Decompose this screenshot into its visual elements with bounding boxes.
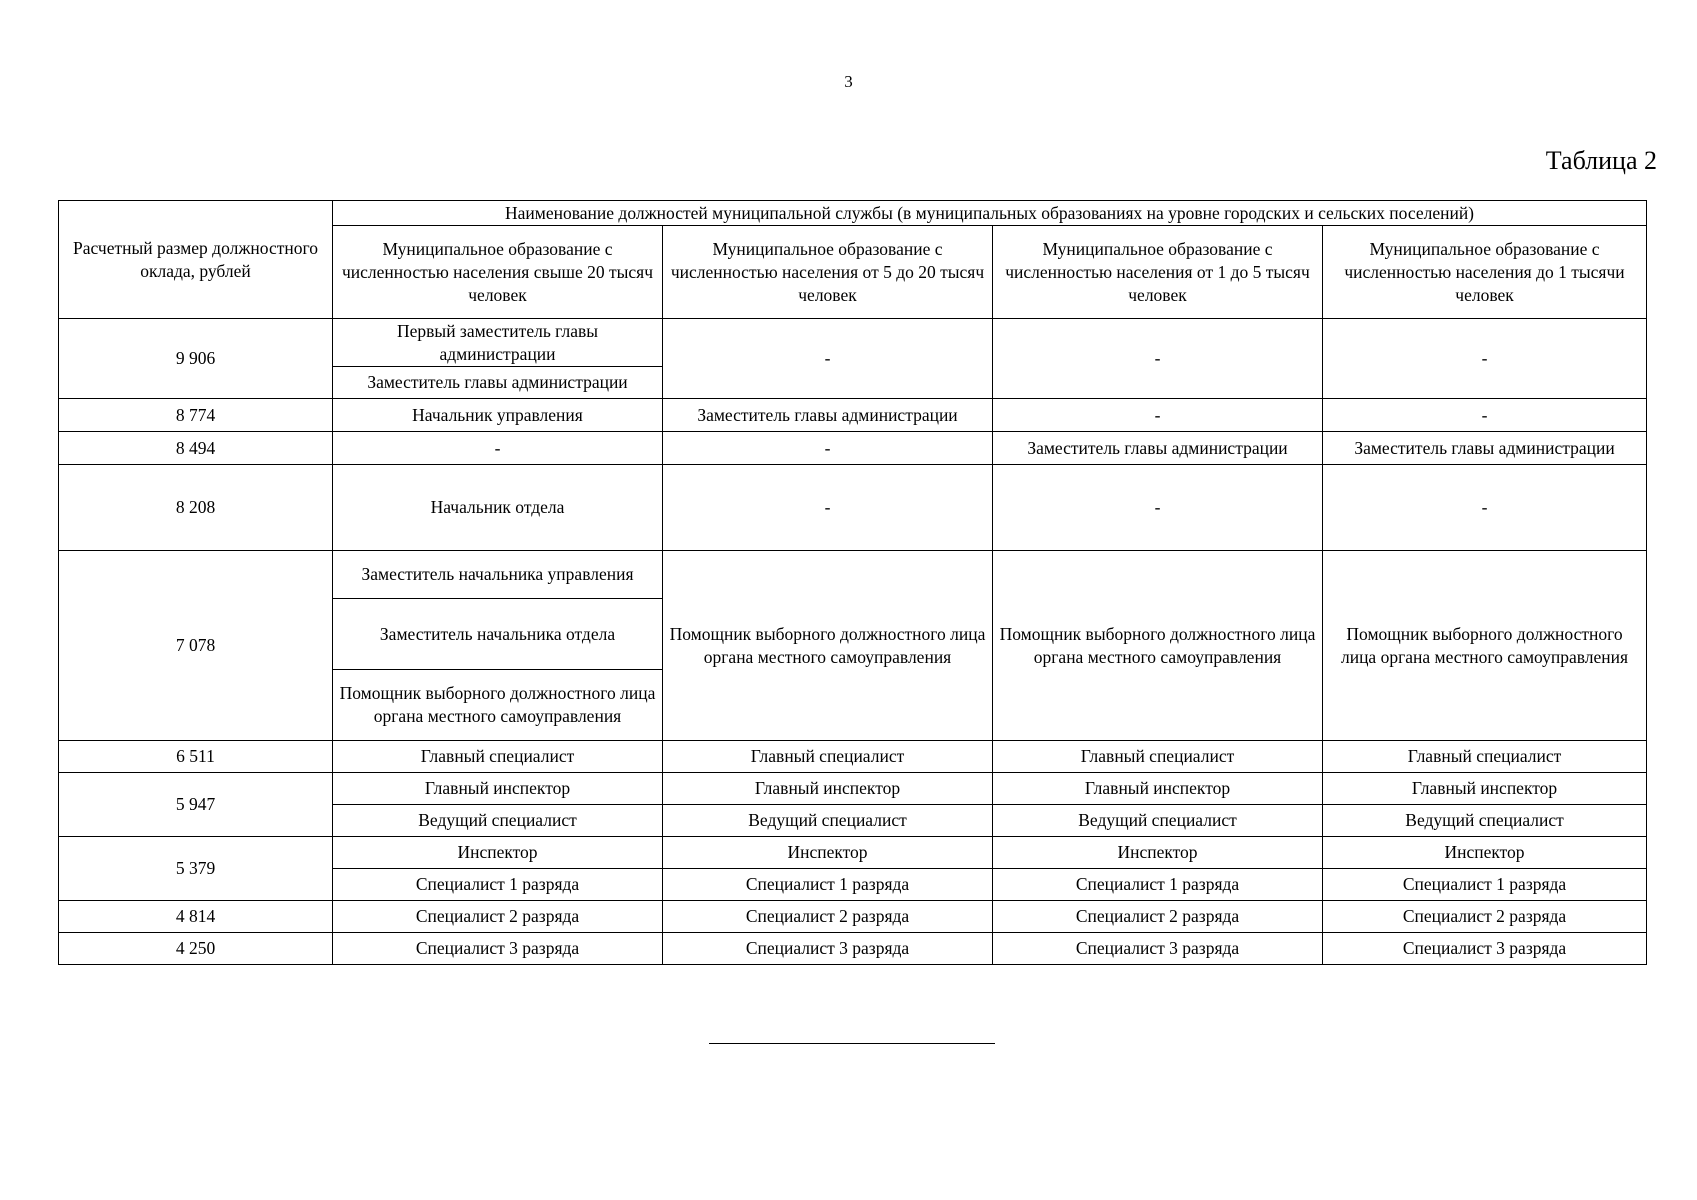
position-cell: - — [663, 319, 993, 399]
table-row — [59, 465, 1647, 551]
position-cell: - — [1323, 399, 1647, 432]
salary-table — [58, 200, 1647, 965]
salary-cell: 6 511 — [59, 741, 333, 773]
position-cell: - — [1323, 465, 1647, 551]
position-cell: Специалист 1 разряда — [333, 869, 663, 901]
position-cell: - — [1323, 319, 1647, 399]
header-group: Наименование должностей муниципальной службы (в муниципальных образованиях на уровне городских и сельских поселений) — [333, 201, 1647, 226]
table-row — [59, 551, 1647, 599]
position-cell: Главный инспектор — [1323, 773, 1647, 805]
position-cell: Главный инспектор — [663, 773, 993, 805]
position-cell: Первый заместитель главы администрации — [333, 319, 663, 367]
salary-cell: 8 494 — [59, 432, 333, 465]
position-cell: - — [333, 432, 663, 465]
position-cell: Помощник выборного должностного лица органа местного самоуправления — [333, 670, 663, 741]
position-cell: Заместитель главы администрации — [333, 367, 663, 399]
table-row — [59, 432, 1647, 465]
position-cell: Инспектор — [663, 837, 993, 869]
table-row — [59, 901, 1647, 933]
position-cell: Заместитель главы администрации — [1323, 432, 1647, 465]
position-cell: Специалист 3 разряда — [1323, 933, 1647, 965]
table-row — [59, 837, 1647, 869]
position-cell: Специалист 1 разряда — [663, 869, 993, 901]
position-cell: Помощник выборного должностного лица органа местного самоуправления — [1323, 551, 1647, 741]
position-cell: Заместитель начальника управления — [333, 551, 663, 599]
header-row-1 — [59, 201, 1647, 226]
position-cell: Специалист 2 разряда — [1323, 901, 1647, 933]
position-cell: Специалист 3 разряда — [333, 933, 663, 965]
position-cell: Специалист 1 разряда — [1323, 869, 1647, 901]
salary-cell: 8 774 — [59, 399, 333, 432]
position-cell: Ведущий специалист — [333, 805, 663, 837]
position-cell: Ведущий специалист — [993, 805, 1323, 837]
position-cell: Инспектор — [993, 837, 1323, 869]
position-cell: Начальник отдела — [333, 465, 663, 551]
position-cell: Специалист 1 разряда — [993, 869, 1323, 901]
position-cell: - — [993, 399, 1323, 432]
position-cell: Главный инспектор — [333, 773, 663, 805]
salary-cell: 5 379 — [59, 837, 333, 901]
header-col-4: Муниципальное образование с численностью населения до 1 тысячи человек — [1323, 226, 1647, 319]
position-cell: Главный специалист — [663, 741, 993, 773]
header-col-3: Муниципальное образование с численностью населения от 1 до 5 тысяч человек — [993, 226, 1323, 319]
salary-cell: 9 906 — [59, 319, 333, 399]
table-row — [59, 319, 1647, 367]
position-cell: Заместитель начальника отдела — [333, 599, 663, 670]
table-row — [59, 399, 1647, 432]
position-cell: Специалист 2 разряда — [333, 901, 663, 933]
end-divider — [709, 1043, 995, 1044]
position-cell: Инспектор — [333, 837, 663, 869]
header-salary: Расчетный размер должностного оклада, рублей — [59, 201, 333, 319]
salary-cell: 8 208 — [59, 465, 333, 551]
position-cell: Главный специалист — [1323, 741, 1647, 773]
position-cell: - — [993, 465, 1323, 551]
position-cell: Специалист 2 разряда — [993, 901, 1323, 933]
table-row — [59, 773, 1647, 805]
salary-cell: 7 078 — [59, 551, 333, 741]
position-cell: Главный специалист — [993, 741, 1323, 773]
position-cell: Ведущий специалист — [663, 805, 993, 837]
position-cell: Помощник выборного должностного лица органа местного самоуправления — [663, 551, 993, 741]
header-col-2: Муниципальное образование с численностью населения от 5 до 20 тысяч человек — [663, 226, 993, 319]
salary-cell: 4 814 — [59, 901, 333, 933]
header-col-1: Муниципальное образование с численностью населения свыше 20 тысяч человек — [333, 226, 663, 319]
position-cell: - — [993, 319, 1323, 399]
page-number: 3 — [844, 72, 853, 91]
position-cell: Главный инспектор — [993, 773, 1323, 805]
position-cell: Помощник выборного должностного лица органа местного самоуправления — [993, 551, 1323, 741]
table-title: Таблица 2 — [1545, 146, 1657, 175]
position-cell: Инспектор — [1323, 837, 1647, 869]
position-cell: - — [663, 465, 993, 551]
position-cell: Начальник управления — [333, 399, 663, 432]
position-cell: Ведущий специалист — [1323, 805, 1647, 837]
table-row — [59, 741, 1647, 773]
position-cell: - — [663, 432, 993, 465]
salary-cell: 4 250 — [59, 933, 333, 965]
position-cell: Специалист 3 разряда — [993, 933, 1323, 965]
table-row — [59, 933, 1647, 965]
position-cell: Специалист 3 разряда — [663, 933, 993, 965]
position-cell: Специалист 2 разряда — [663, 901, 993, 933]
position-cell: Заместитель главы администрации — [663, 399, 993, 432]
position-cell: Главный специалист — [333, 741, 663, 773]
position-cell: Заместитель главы администрации — [993, 432, 1323, 465]
salary-cell: 5 947 — [59, 773, 333, 837]
